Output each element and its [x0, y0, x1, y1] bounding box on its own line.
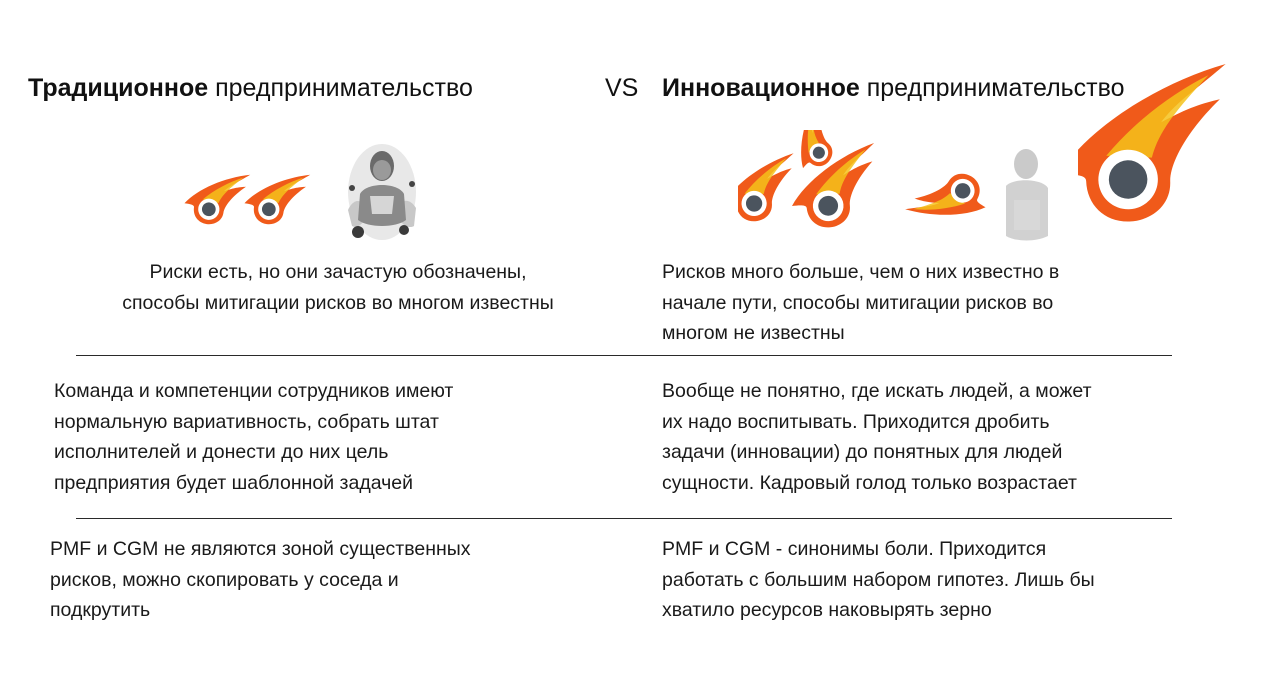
- row-3-right: PMF и CGM - синонимы боли. Приходится работать с большим набором гипотез. Лишь бы хватило ресурсов наковырять зерно: [662, 538, 1095, 621]
- title-traditional-rest: предпринимательство: [208, 74, 473, 102]
- title-innovative: [662, 72, 1125, 104]
- title-traditional-bold: Традиционное: [28, 74, 209, 102]
- meteor-chain-icon: [738, 130, 988, 230]
- title-traditional: [28, 72, 473, 104]
- title-innovative-rest: предпринимательство: [859, 74, 1125, 102]
- vs-label: VS: [605, 74, 639, 102]
- meteor-icon: [232, 152, 322, 232]
- person-photo: [344, 140, 420, 242]
- row-1-right: Рисков много больше, чем о них известно в начале пути, способы митигации рисков во многом не известны: [662, 261, 1060, 344]
- divider-1: [76, 355, 1172, 356]
- person-photo-blurred: [992, 140, 1062, 244]
- title-innovative-bold: Инновационное: [662, 74, 860, 102]
- row-2-left: Команда и компетенции сотрудников имеют нормальную вариативность, собрать штат исполнителей и донести до них цель предприятия будет шаблонной задачей: [54, 380, 454, 494]
- meteor-large-icon: [1078, 64, 1285, 224]
- divider-2: [76, 518, 1172, 519]
- row-2-right: Вообще не понятно, где искать людей, а может их надо воспитывать. Приходится дробить задачи (инновации) до понятных для людей сущности. Кадровый голод только возрастает: [662, 380, 1092, 494]
- row-3-left: PMF и CGM не являются зоной существенных рисков, можно скопировать у соседа и подкрутить: [50, 538, 471, 621]
- row-1-left: Риски есть, но они зачастую обозначены, способы митигации рисков во многом известны: [122, 261, 554, 314]
